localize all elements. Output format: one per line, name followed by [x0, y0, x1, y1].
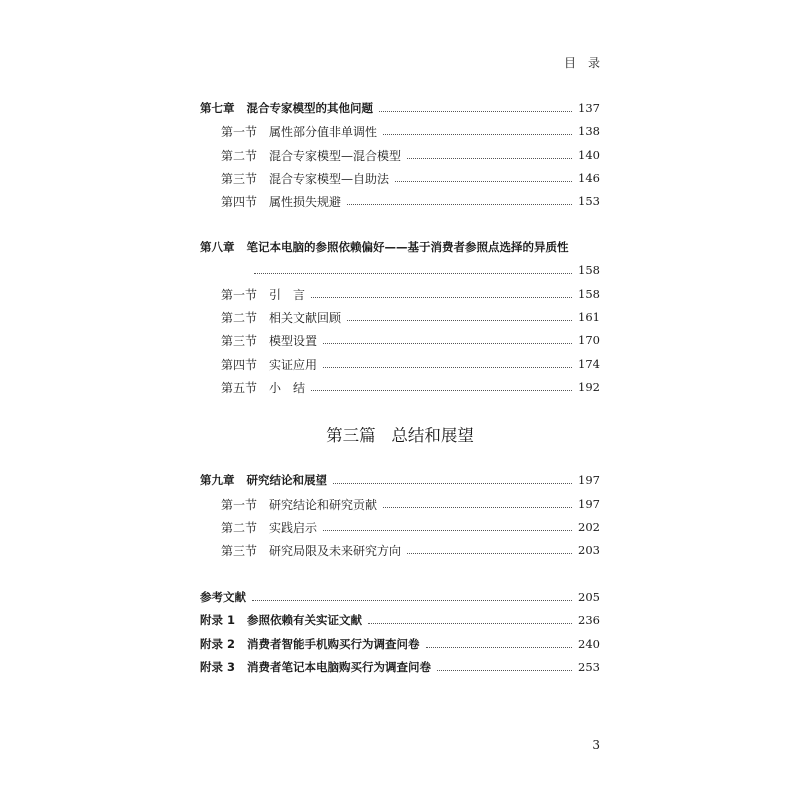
section-title: 研究结论和研究贡献 — [269, 497, 378, 512]
chapter-title: 笔记本电脑的参照依赖偏好——基于消费者参照点选择的异质性 — [246, 240, 569, 254]
toc-entry-section[interactable] — [221, 517, 600, 537]
toc-entry-appendix-3[interactable] — [200, 657, 600, 677]
page-ref: 197 — [578, 473, 600, 487]
section-label: 第三节 — [221, 333, 258, 348]
part-heading — [0, 422, 800, 446]
part-title: 总结和展望 — [391, 426, 474, 445]
section-title: 实践启示 — [269, 520, 318, 535]
section-label: 第一节 — [221, 287, 258, 302]
page-number: 3 — [592, 738, 600, 752]
dot-leader — [368, 623, 572, 624]
dot-leader — [347, 320, 572, 321]
section-label: 第三节 — [221, 171, 258, 186]
toc-entry-appendix-2[interactable] — [200, 634, 600, 654]
toc-entry-section[interactable] — [221, 354, 600, 374]
toc-entry-chapter-9[interactable] — [200, 470, 600, 490]
dot-leader — [426, 647, 573, 648]
page-ref: 146 — [578, 171, 600, 185]
dot-leader — [383, 507, 572, 508]
appendix-label: 附录 2 — [200, 637, 236, 651]
toc-entry-section[interactable] — [221, 494, 600, 514]
dot-leader — [254, 273, 572, 274]
section-title: 混合专家模型—混合模型 — [269, 148, 402, 163]
section-label: 第二节 — [221, 310, 258, 325]
part-label: 第三篇 — [326, 426, 376, 445]
page-ref: 158 — [578, 287, 600, 301]
toc-entry-section[interactable] — [221, 168, 600, 188]
page-ref: 236 — [578, 613, 600, 627]
section-label: 第二节 — [221, 148, 258, 163]
dot-leader — [407, 553, 572, 554]
dot-leader — [395, 181, 572, 182]
dot-leader — [407, 158, 572, 159]
section-label: 第一节 — [221, 497, 258, 512]
dot-leader — [383, 134, 572, 135]
chapter-title: 混合专家模型的其他问题 — [246, 101, 373, 115]
dot-leader — [311, 297, 572, 298]
page-ref: 202 — [578, 520, 600, 534]
toc-entry-section[interactable] — [221, 307, 600, 327]
toc-entry-section[interactable] — [221, 330, 600, 350]
appendix-title: 消费者笔记本电脑购买行为调查问卷 — [247, 660, 432, 674]
section-title: 属性损失规避 — [269, 194, 342, 209]
page-ref: 137 — [578, 101, 600, 115]
section-label: 第四节 — [221, 194, 258, 209]
page-ref: 170 — [578, 333, 600, 347]
appendix-label: 附录 1 — [200, 613, 236, 627]
section-title: 实证应用 — [269, 357, 318, 372]
toc-entry-section[interactable] — [221, 377, 600, 397]
page-ref: 174 — [578, 357, 600, 371]
chapter-label: 第八章 — [200, 240, 235, 254]
toc-entry-chapter-8-continuation[interactable] — [254, 260, 600, 280]
toc-entry-section[interactable] — [221, 540, 600, 560]
section-label: 第二节 — [221, 520, 258, 535]
section-title: 属性部分值非单调性 — [269, 124, 378, 139]
chapter-label: 第九章 — [200, 473, 235, 487]
running-header: 目录 — [563, 56, 612, 70]
page-ref: 192 — [578, 380, 600, 394]
page-ref: 203 — [578, 543, 600, 557]
dot-leader — [437, 670, 572, 671]
page-ref: 240 — [578, 637, 600, 651]
section-title: 混合专家模型—自助法 — [269, 171, 390, 186]
page-ref: 153 — [578, 194, 600, 208]
section-title: 相关文献回顾 — [269, 310, 342, 325]
appendix-label: 附录 3 — [200, 660, 236, 674]
toc-entry-section[interactable] — [221, 145, 600, 165]
references-label: 参考文献 — [200, 590, 246, 604]
page-ref: 205 — [578, 590, 600, 604]
dot-leader — [347, 204, 572, 205]
dot-leader — [323, 530, 572, 531]
toc-entry-section[interactable] — [221, 191, 600, 211]
page-ref: 253 — [578, 660, 600, 674]
appendix-title: 消费者智能手机购买行为调查问卷 — [247, 637, 420, 651]
toc-entry-section[interactable] — [221, 121, 600, 141]
section-label: 第一节 — [221, 124, 258, 139]
toc-entry-section[interactable] — [221, 284, 600, 304]
section-title: 小 结 — [269, 380, 306, 395]
section-label: 第五节 — [221, 380, 258, 395]
page-ref: 158 — [578, 263, 600, 277]
dot-leader — [252, 600, 572, 601]
section-title: 模型设置 — [269, 333, 318, 348]
dot-leader — [333, 483, 572, 484]
appendix-title: 参照依赖有关实证文献 — [247, 613, 363, 627]
dot-leader — [323, 343, 572, 344]
page-ref: 138 — [578, 124, 600, 138]
page-ref: 140 — [578, 148, 600, 162]
section-title: 研究局限及未来研究方向 — [269, 543, 402, 558]
section-label: 第三节 — [221, 543, 258, 558]
toc-entry-chapter-8[interactable] — [200, 237, 600, 257]
chapter-label: 第七章 — [200, 101, 235, 115]
section-title: 引 言 — [269, 287, 306, 302]
toc-entry-references[interactable] — [200, 587, 600, 607]
page-ref: 161 — [578, 310, 600, 324]
page-ref: 197 — [578, 497, 600, 511]
toc-entry-chapter-7[interactable] — [200, 98, 600, 118]
chapter-title: 研究结论和展望 — [246, 473, 327, 487]
dot-leader — [323, 367, 572, 368]
toc-entry-appendix-1[interactable] — [200, 610, 600, 630]
section-label: 第四节 — [221, 357, 258, 372]
dot-leader — [379, 111, 572, 112]
dot-leader — [311, 390, 572, 391]
